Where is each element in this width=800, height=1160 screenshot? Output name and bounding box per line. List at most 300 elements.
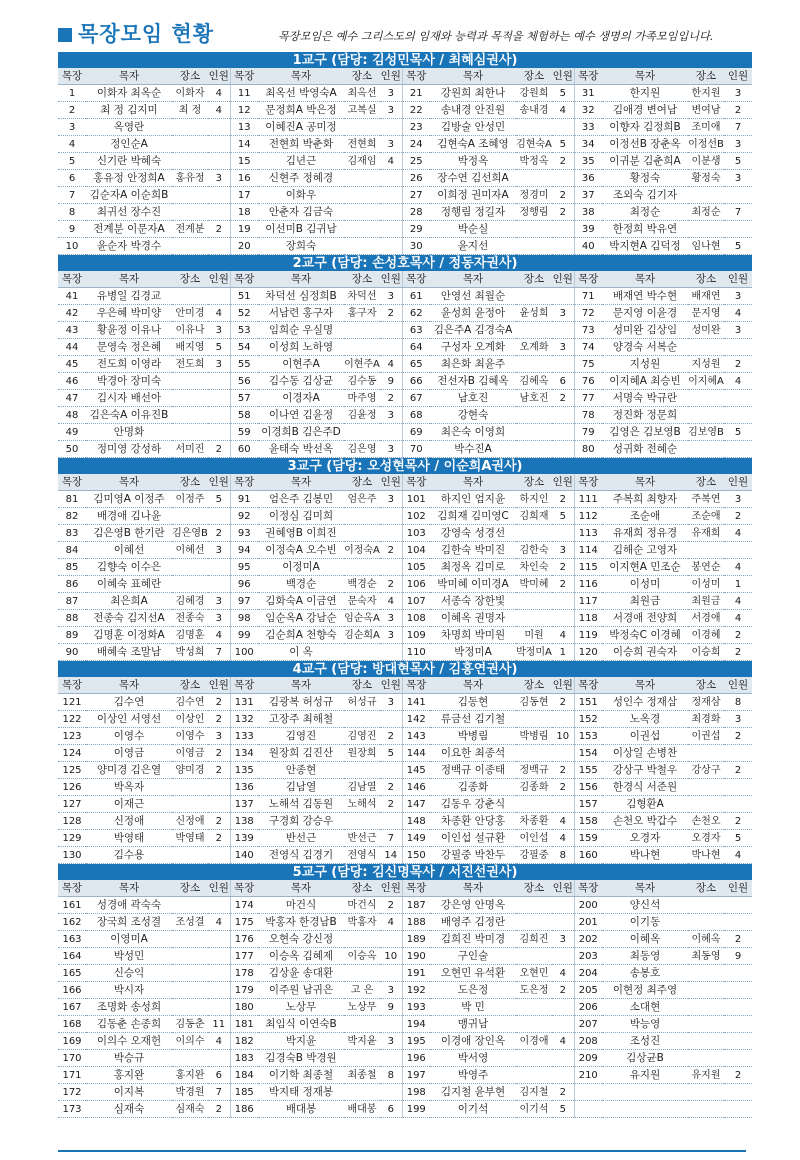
column-header: 인원 — [552, 68, 574, 85]
group-number: 38 — [574, 204, 602, 221]
table-row — [58, 593, 752, 610]
table-row — [58, 390, 752, 407]
leader-names: 이혜숙 표혜란 — [86, 576, 172, 593]
leader-names: 김형환A — [602, 796, 688, 813]
meeting-place: 주복연 — [688, 491, 724, 508]
leader-names: 한지원 — [602, 85, 688, 102]
meeting-place: 이권섭 — [688, 728, 724, 745]
table-row — [58, 1101, 752, 1118]
column-header: 인원 — [724, 68, 752, 85]
column-header: 목장 — [402, 677, 430, 694]
member-count: 2 — [552, 390, 574, 407]
meeting-place: 임순옥A — [344, 610, 380, 627]
district-title: 4교구 (담당: 방대현목사 / 김홍연권사) — [58, 661, 752, 677]
leader-names: 이인섭 설규환 — [430, 830, 516, 847]
group-number: 53 — [230, 322, 258, 339]
member-count: 3 — [380, 136, 402, 153]
member-count: 2 — [724, 508, 752, 525]
leader-names: 옥영란 — [86, 119, 172, 136]
column-header: 장소 — [688, 271, 724, 288]
table-row — [58, 576, 752, 593]
meeting-place: 도은정 — [516, 982, 552, 999]
group-number: 22 — [402, 102, 430, 119]
meeting-place: 이경애 — [516, 1033, 552, 1050]
meeting-place: 김남열 — [344, 779, 380, 796]
leader-names: 배영주 김정란 — [430, 914, 516, 931]
table-row — [58, 508, 752, 525]
meeting-place: 홍구자 — [344, 305, 380, 322]
group-number: 79 — [574, 424, 602, 441]
leader-names: 신기란 박혜숙 — [86, 153, 172, 170]
member-count: 2 — [552, 982, 574, 999]
group-number: 51 — [230, 288, 258, 305]
column-header: 목장 — [230, 271, 258, 288]
group-number: 175 — [230, 914, 258, 931]
table-row — [58, 914, 752, 931]
meeting-place: 박미혜 — [516, 576, 552, 593]
leader-names: 차덕선 심정희B — [258, 288, 344, 305]
meeting-place: 이혜옥 — [688, 931, 724, 948]
group-number: 145 — [402, 762, 430, 779]
member-count: 3 — [208, 728, 230, 745]
table-row — [58, 728, 752, 745]
group-number: 35 — [574, 153, 602, 170]
meeting-place — [344, 813, 380, 830]
group-number: 28 — [402, 204, 430, 221]
leader-names: 김화숙A 이금연 — [258, 593, 344, 610]
member-count — [208, 119, 230, 136]
meeting-place: 정재삼 — [688, 694, 724, 711]
table-row — [58, 1033, 752, 1050]
meeting-place: 김윤정 — [344, 407, 380, 424]
meeting-place — [172, 847, 208, 864]
member-count: 3 — [380, 102, 402, 119]
member-count — [380, 508, 402, 525]
group-number: 111 — [574, 491, 602, 508]
leader-names: 박영태 — [86, 830, 172, 847]
leader-names: 황윤정 이유나 — [86, 322, 172, 339]
leader-names — [602, 1084, 688, 1101]
column-header: 인원 — [380, 474, 402, 491]
group-number: 194 — [402, 1016, 430, 1033]
member-count: 2 — [380, 779, 402, 796]
member-count — [552, 948, 574, 965]
column-header: 인원 — [552, 474, 574, 491]
meeting-place: 엄은주 — [344, 491, 380, 508]
column-header: 인원 — [380, 880, 402, 897]
group-number: 191 — [402, 965, 430, 982]
member-count — [552, 356, 574, 373]
group-number: 174 — [230, 897, 258, 914]
member-count: 3 — [380, 441, 402, 458]
column-header: 목자 — [430, 677, 516, 694]
column-header: 장소 — [688, 68, 724, 85]
group-number: 92 — [230, 508, 258, 525]
leader-names: 이요한 최종석 — [430, 745, 516, 762]
table-row — [58, 305, 752, 322]
group-number: 131 — [230, 694, 258, 711]
group-number: 93 — [230, 525, 258, 542]
member-count — [552, 119, 574, 136]
leader-names: 이혜옥 권명자 — [430, 610, 516, 627]
meeting-place: 원장희 — [344, 745, 380, 762]
meeting-place: 김종화 — [516, 779, 552, 796]
member-count — [552, 170, 574, 187]
member-count — [552, 999, 574, 1016]
leader-names: 한정희 박유연 — [602, 221, 688, 238]
group-number: 168 — [58, 1016, 86, 1033]
meeting-place: 전도희 — [172, 356, 208, 373]
leader-names: 최은숙 이영희 — [430, 424, 516, 441]
member-count: 7 — [724, 204, 752, 221]
leader-names: 이지복 — [86, 1084, 172, 1101]
leader-names: 서종숙 장한빛 — [430, 593, 516, 610]
group-number: 139 — [230, 830, 258, 847]
leader-names: 강원희 최한나 — [430, 85, 516, 102]
meeting-place — [172, 508, 208, 525]
column-header: 장소 — [172, 474, 208, 491]
group-number: 12 — [230, 102, 258, 119]
group-number: 209 — [574, 1050, 602, 1067]
member-count: 3 — [724, 288, 752, 305]
group-number: 27 — [402, 187, 430, 204]
member-count — [552, 441, 574, 458]
meeting-place: 조미애 — [688, 119, 724, 136]
leader-names: 이경애 장인옥 — [430, 1033, 516, 1050]
leader-names: 이영미A — [86, 931, 172, 948]
column-header: 장소 — [516, 271, 552, 288]
group-number: 170 — [58, 1050, 86, 1067]
member-count — [552, 424, 574, 441]
group-number: 3 — [58, 119, 86, 136]
column-header: 인원 — [552, 677, 574, 694]
leader-names: 박정옥 — [430, 153, 516, 170]
group-number: 60 — [230, 441, 258, 458]
column-header: 목장 — [58, 677, 86, 694]
group-number: 17 — [230, 187, 258, 204]
table-row — [58, 796, 752, 813]
title-bullet-icon — [58, 28, 72, 42]
group-number: 193 — [402, 999, 430, 1016]
column-header: 인원 — [552, 271, 574, 288]
table-row — [58, 830, 752, 847]
member-count — [380, 187, 402, 204]
meeting-place — [688, 407, 724, 424]
member-count: 5 — [724, 424, 752, 441]
meeting-place — [344, 339, 380, 356]
group-number: 197 — [402, 1067, 430, 1084]
meeting-place: 정경미 — [516, 187, 552, 204]
member-count: 5 — [208, 339, 230, 356]
group-number: 29 — [402, 221, 430, 238]
leader-names: 김년근 — [258, 153, 344, 170]
column-header: 목자 — [258, 474, 344, 491]
column-header: 목자 — [258, 677, 344, 694]
group-number: 8 — [58, 204, 86, 221]
table-row — [58, 847, 752, 864]
member-count — [724, 914, 752, 931]
group-number: 138 — [230, 813, 258, 830]
member-count: 4 — [208, 627, 230, 644]
group-number: 89 — [58, 627, 86, 644]
leader-names: 이성미 — [602, 576, 688, 593]
member-count — [208, 965, 230, 982]
leader-names: 류금선 김기철 — [430, 711, 516, 728]
member-count — [724, 999, 752, 1016]
meeting-place: 차인숙 — [516, 559, 552, 576]
member-count — [552, 796, 574, 813]
leader-names: 박지현A 김덕정 — [602, 238, 688, 255]
leader-names: 박능영 — [602, 1016, 688, 1033]
meeting-place — [688, 982, 724, 999]
member-count: 3 — [380, 288, 402, 305]
member-count: 5 — [552, 85, 574, 102]
meeting-place: 김혜경 — [172, 593, 208, 610]
member-count: 2 — [724, 762, 752, 779]
leader-names: 황정숙 — [602, 170, 688, 187]
group-number: 50 — [58, 441, 86, 458]
group-number: 97 — [230, 593, 258, 610]
district-table — [58, 864, 752, 1118]
meeting-place: 최 정 — [172, 102, 208, 119]
group-number: 41 — [58, 288, 86, 305]
meeting-place: 김순희A — [344, 627, 380, 644]
leader-names: 김희진 박미경 — [430, 931, 516, 948]
table-row — [58, 373, 752, 390]
group-number: 98 — [230, 610, 258, 627]
table-row — [58, 119, 752, 136]
page-title: 목장모임 현황 — [78, 22, 215, 46]
district-table — [58, 661, 752, 864]
meeting-place — [344, 762, 380, 779]
member-count — [552, 593, 574, 610]
member-count — [724, 390, 752, 407]
meeting-place: 김수동 — [344, 373, 380, 390]
leader-names: 이기학 최종철 — [258, 1067, 344, 1084]
group-number: 106 — [402, 576, 430, 593]
member-count: 2 — [208, 1101, 230, 1118]
leader-names: 이승옥 김혜제 — [258, 948, 344, 965]
member-count: 7 — [380, 830, 402, 847]
meeting-place — [688, 339, 724, 356]
table-row — [58, 491, 752, 508]
table-row — [58, 288, 752, 305]
member-count — [208, 999, 230, 1016]
member-count: 2 — [380, 796, 402, 813]
column-header: 목자 — [258, 271, 344, 288]
member-count: 8 — [724, 694, 752, 711]
leader-names: 김지철 윤부현 — [430, 1084, 516, 1101]
leader-names: 안명화 — [86, 424, 172, 441]
group-number: 195 — [402, 1033, 430, 1050]
meeting-place: 이기석 — [516, 1101, 552, 1118]
member-count: 2 — [208, 221, 230, 238]
group-number: 119 — [574, 627, 602, 644]
leader-names: 박정숙C 이경혜 — [602, 627, 688, 644]
leader-names: 백경순 — [258, 576, 344, 593]
column-header: 목자 — [602, 880, 688, 897]
group-number: 15 — [230, 153, 258, 170]
group-number: 11 — [230, 85, 258, 102]
member-count — [724, 339, 752, 356]
table-row — [58, 694, 752, 711]
meeting-place — [344, 644, 380, 661]
member-count: 4 — [208, 1033, 230, 1050]
member-count: 3 — [380, 85, 402, 102]
leader-names: 신현주 정혜경 — [258, 170, 344, 187]
table-row — [58, 170, 752, 187]
member-count: 8 — [380, 1067, 402, 1084]
group-number: 78 — [574, 407, 602, 424]
group-number: 113 — [574, 525, 602, 542]
leader-names: 노해석 김동원 — [258, 796, 344, 813]
meeting-place: 박정옥 — [516, 153, 552, 170]
meeting-place: 김은영B — [172, 525, 208, 542]
column-header: 인원 — [208, 677, 230, 694]
leader-names: 고장주 최해철 — [258, 711, 344, 728]
group-number: 190 — [402, 948, 430, 965]
group-number: 40 — [574, 238, 602, 255]
group-number: 200 — [574, 897, 602, 914]
leader-names: 최동영 — [602, 948, 688, 965]
member-count: 2 — [724, 813, 752, 830]
member-count — [208, 948, 230, 965]
column-header: 목장 — [58, 68, 86, 85]
group-number: 142 — [402, 711, 430, 728]
member-count — [208, 847, 230, 864]
meeting-place: 김명훈 — [172, 627, 208, 644]
leader-names: 성인수 정재삼 — [602, 694, 688, 711]
member-count: 2 — [208, 830, 230, 847]
meeting-place: 송내경 — [516, 102, 552, 119]
group-number: 206 — [574, 999, 602, 1016]
leader-names: 이영수 — [86, 728, 172, 745]
table-row — [58, 542, 752, 559]
group-number: 203 — [574, 948, 602, 965]
meeting-place: 미원 — [516, 627, 552, 644]
member-count — [724, 982, 752, 999]
leader-names: 송내경 안진원 — [430, 102, 516, 119]
meeting-place: 이상인 — [172, 711, 208, 728]
column-header: 목자 — [430, 68, 516, 85]
leader-names: 구성자 오계화 — [430, 339, 516, 356]
group-number: 43 — [58, 322, 86, 339]
leader-names: 강상구 박철우 — [602, 762, 688, 779]
member-count — [724, 542, 752, 559]
group-number: 23 — [402, 119, 430, 136]
group-number: 115 — [574, 559, 602, 576]
meeting-place: 오계화 — [516, 339, 552, 356]
member-count: 3 — [552, 305, 574, 322]
table-row — [58, 441, 752, 458]
table-row — [58, 610, 752, 627]
meeting-place: 반선근 — [344, 830, 380, 847]
meeting-place — [516, 424, 552, 441]
meeting-place — [516, 593, 552, 610]
member-count: 4 — [724, 559, 752, 576]
group-number: 143 — [402, 728, 430, 745]
meeting-place — [688, 1084, 724, 1101]
member-count: 2 — [380, 728, 402, 745]
member-count — [380, 1050, 402, 1067]
group-number: 49 — [58, 424, 86, 441]
leader-names: 김향숙 이수은 — [86, 559, 172, 576]
leader-names: 김희재 김미영C — [430, 508, 516, 525]
group-number: 188 — [402, 914, 430, 931]
leader-names: 한경식 서준원 — [602, 779, 688, 796]
group-number: 52 — [230, 305, 258, 322]
table-row — [58, 931, 752, 948]
meeting-place — [172, 187, 208, 204]
leader-names: 이혜진A 공미정 — [258, 119, 344, 136]
member-count: 2 — [552, 694, 574, 711]
member-count — [380, 170, 402, 187]
member-count: 3 — [552, 931, 574, 948]
group-number: 68 — [402, 407, 430, 424]
group-number: 180 — [230, 999, 258, 1016]
leader-names: 송봉호 — [602, 965, 688, 982]
column-header: 목자 — [258, 68, 344, 85]
leader-names: 오현민 유석환 — [430, 965, 516, 982]
leader-names: 양미경 김은열 — [86, 762, 172, 779]
column-header: 인원 — [380, 68, 402, 85]
leader-names: 김수연 — [86, 694, 172, 711]
column-header: 목장 — [574, 68, 602, 85]
leader-names: 최원금 — [602, 593, 688, 610]
leader-names: 심재숙 — [86, 1101, 172, 1118]
group-number: 70 — [402, 441, 430, 458]
group-number: 130 — [58, 847, 86, 864]
group-number: 154 — [574, 745, 602, 762]
meeting-place — [688, 1050, 724, 1067]
column-header: 목자 — [602, 474, 688, 491]
meeting-place: 김재임 — [344, 153, 380, 170]
meeting-place: 안미경 — [172, 305, 208, 322]
group-number: 71 — [574, 288, 602, 305]
group-number: 149 — [402, 830, 430, 847]
meeting-place — [172, 779, 208, 796]
group-number: 205 — [574, 982, 602, 999]
group-number: 155 — [574, 762, 602, 779]
meeting-place: 백경순 — [344, 576, 380, 593]
member-count — [380, 424, 402, 441]
table-row — [58, 559, 752, 576]
meeting-place: 정백규 — [516, 762, 552, 779]
column-header: 장소 — [172, 880, 208, 897]
leader-names: 조순애 — [602, 508, 688, 525]
group-number: 91 — [230, 491, 258, 508]
meeting-place: 한지원 — [688, 85, 724, 102]
leader-names: 김시자 배선아 — [86, 390, 172, 407]
column-header: 목장 — [402, 68, 430, 85]
group-number: 72 — [574, 305, 602, 322]
group-number: 163 — [58, 931, 86, 948]
group-number — [574, 1101, 602, 1118]
member-count: 6 — [208, 1067, 230, 1084]
table-row — [58, 424, 752, 441]
group-number: 125 — [58, 762, 86, 779]
column-header: 장소 — [344, 474, 380, 491]
meeting-place: 최동영 — [688, 948, 724, 965]
leader-names: 안영선 최월순 — [430, 288, 516, 305]
member-count: 2 — [724, 931, 752, 948]
group-number: 182 — [230, 1033, 258, 1050]
column-header: 장소 — [688, 474, 724, 491]
member-count: 5 — [552, 1101, 574, 1118]
group-number: 201 — [574, 914, 602, 931]
member-count: 14 — [380, 847, 402, 864]
leader-names: 김미영A 이정주 — [86, 491, 172, 508]
